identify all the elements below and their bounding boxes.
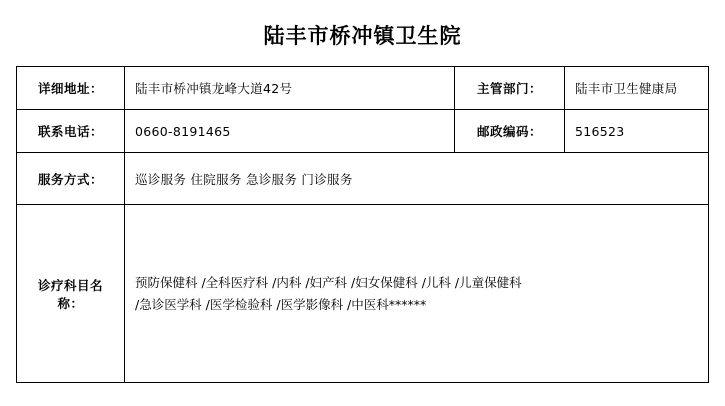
institution-info-table: [16, 66, 709, 383]
table-row: [17, 67, 709, 110]
phone-value: 0660-8191465: [125, 110, 455, 153]
table-row: [17, 110, 709, 153]
authority-value: 陆丰市卫生健康局: [565, 67, 709, 110]
postcode-label: 邮政编码：: [455, 110, 565, 153]
address-label: 详细地址：: [17, 67, 125, 110]
table-row: [17, 205, 709, 383]
service-mode-value: 巡诊服务 住院服务 急诊服务 门诊服务: [125, 153, 709, 205]
department-label: 诊疗科目名称：: [17, 205, 125, 383]
postcode-value: 516523: [565, 110, 709, 153]
department-line-2: /急诊医学科 /医学检验科 /医学影像科 /中医科******: [135, 296, 427, 312]
authority-label: 主管部门：: [455, 67, 565, 110]
page-title: 陆丰市桥冲镇卫生院: [263, 24, 462, 48]
department-value: [125, 205, 709, 383]
department-line-1: 预防保健科 /全科医疗科 /内科 /妇产科 /妇女保健科 /儿科 /儿童保健科: [135, 274, 522, 290]
table-row: [17, 153, 709, 205]
service-mode-label: 服务方式：: [17, 153, 125, 205]
address-value: 陆丰市桥冲镇龙峰大道42号: [125, 67, 455, 110]
phone-label: 联系电话：: [17, 110, 125, 153]
